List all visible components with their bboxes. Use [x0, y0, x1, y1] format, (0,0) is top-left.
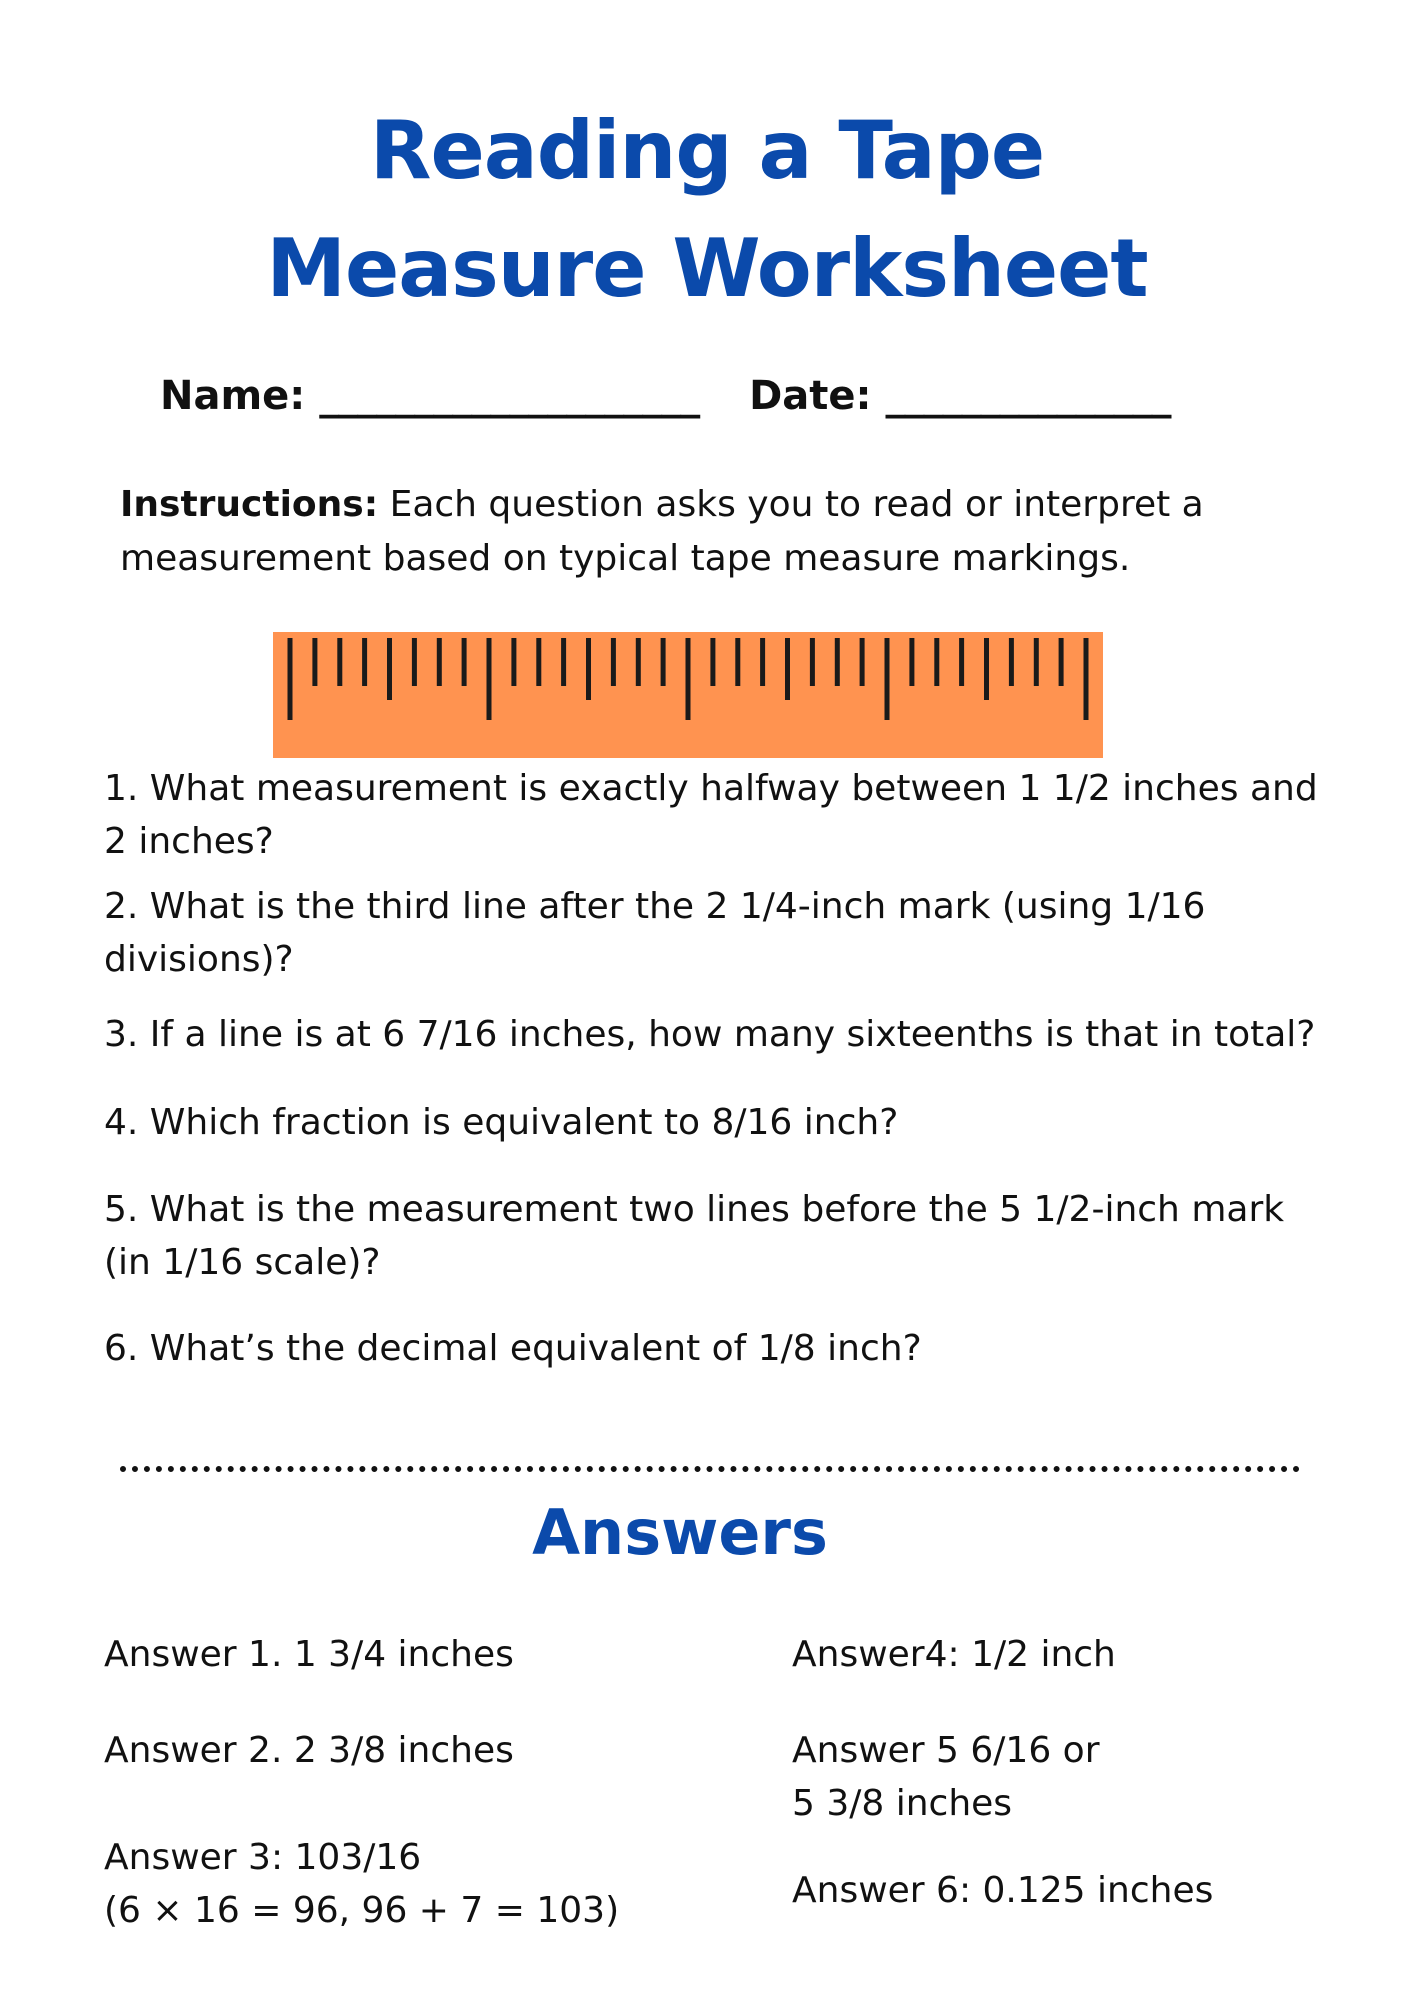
answer-4: Answer4: 1/2 inch [792, 1634, 1116, 1675]
answer-6: Answer 6: 0.125 inches [792, 1870, 1214, 1911]
answers-heading: Answers [532, 1496, 828, 1569]
date-field[interactable]: _______________ [885, 373, 1171, 419]
tape-measure-illustration [273, 632, 1103, 758]
instructions [120, 478, 1320, 586]
answer-3-line-1: Answer 3: 103/16 [104, 1837, 422, 1878]
name-label: Name: [160, 373, 306, 419]
question-6: 6. What’s the decimal equivalent of 1/8 inch? [104, 1328, 922, 1369]
question-1: 1. What measurement is exactly halfway between 1 1/2 inches and 2 inches? [104, 768, 1318, 862]
answer-1: Answer 1. 1 3/4 inches [104, 1634, 514, 1675]
name-field[interactable]: ____________________ [319, 373, 700, 419]
question-3: 3. If a line is at 6 7/16 inches, how many sixteenths is that in total? [104, 1014, 1316, 1055]
title-line-2: Measure Worksheet [266, 222, 1148, 315]
answer-5 [792, 1724, 1100, 1830]
question-4: 4. Which fraction is equivalent to 8/16 inch? [104, 1102, 899, 1143]
question-5: 5. What is the measurement two lines before the 5 1/2-inch mark (in 1/16 scale)? [104, 1189, 1285, 1283]
answers-divider [120, 1466, 1300, 1472]
answer-3-line-2: (6 × 16 = 96, 96 + 7 = 103) [104, 1890, 620, 1931]
worksheet-title [0, 92, 1414, 328]
tape-measure-graphic [273, 632, 1103, 758]
answer-5-line-1: Answer 5 6/16 or [792, 1730, 1100, 1771]
answer-3 [104, 1831, 619, 1937]
question-2: 2. What is the third line after the 2 1/4-inch mark (using 1/16 divisions)? [104, 886, 1206, 980]
title-line-1: Reading a Tape [369, 104, 1045, 197]
instructions-text: Each question asks you to read or interpret a measurement based on typical tape measure markings. [120, 484, 1204, 579]
answer-2: Answer 2. 2 3/8 inches [104, 1730, 514, 1771]
date-label: Date: [749, 373, 872, 419]
answer-5-line-2: 5 3/8 inches [792, 1783, 1013, 1824]
instructions-label: Instructions: [120, 484, 379, 525]
name-date-row [160, 366, 1310, 426]
